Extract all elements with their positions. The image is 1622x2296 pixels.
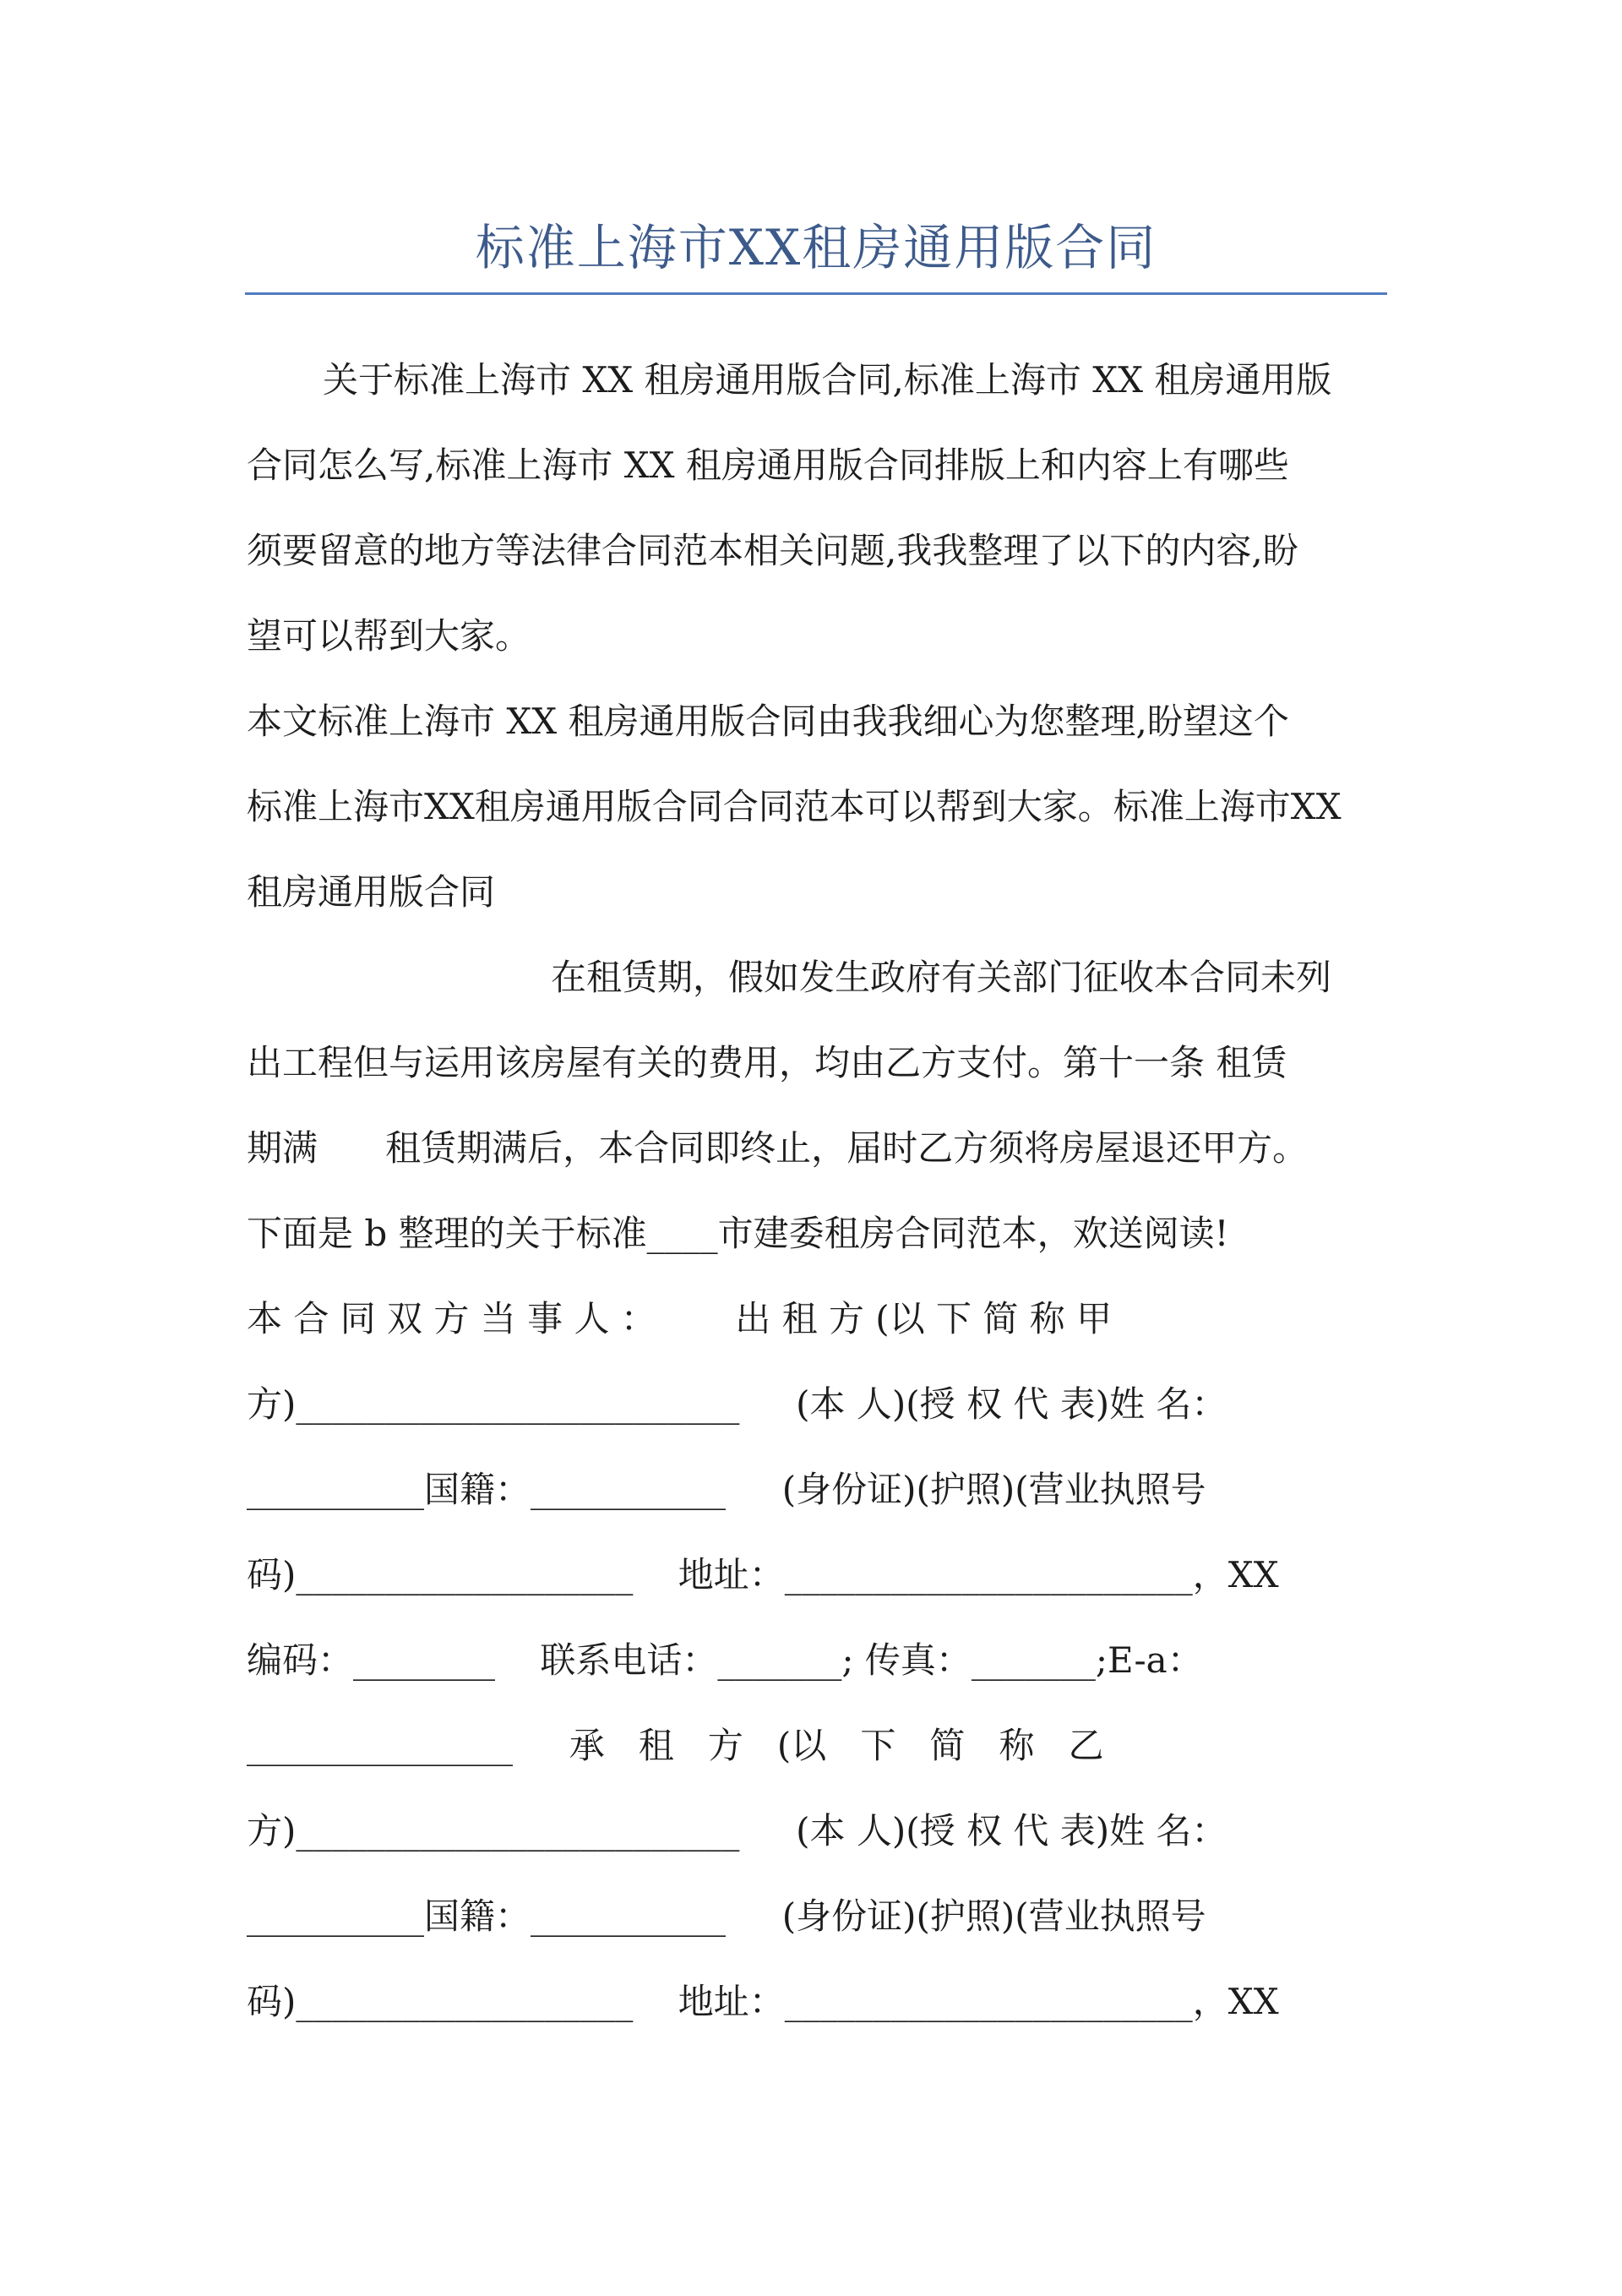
form-line: _______________ 承 租 方 (以 下 简 称 乙 — [247, 1725, 1104, 1766]
form-line: __________国籍：___________ (身份证)(护照)(营业执照号 — [247, 1469, 1206, 1510]
body-line: 标准上海市XX租房通用版合同合同范本可以帮到大家。标准上海市XX — [247, 786, 1342, 827]
form-line: 编码：________ 联系电话：_______; 传真：_______;E-a： — [247, 1639, 1203, 1681]
form-line: 方)_________________________ (本 人)(授 权 代 表)姓 名： — [247, 1383, 1227, 1425]
body-line: 本文标准上海市 XX 租房通用版合同由我我细心为您整理,盼望这个 — [247, 701, 1289, 742]
document-title: 标准上海市XX租房通用版合同 — [475, 219, 1157, 276]
form-line: __________国籍：___________ (身份证)(护照)(营业执照号 — [247, 1895, 1206, 1937]
form-line: 方)_________________________ (本 人)(授 权 代 表)姓 名： — [247, 1810, 1227, 1852]
form-line: 码)___________________ 地址：_______________________，XX — [247, 1981, 1279, 2022]
form-line: 本 合 同 双 方 当 事 人 ： 出 租 方 (以 下 简 称 甲 — [247, 1298, 1113, 1339]
body-line: 望可以帮到大家。 — [247, 615, 531, 657]
body-line: 在租赁期，假如发生政府有关部门征收本合同未列 — [551, 957, 1332, 998]
body-line: 出工程但与运用该房屋有关的费用，均由乙方支付。第十一条 租赁 — [247, 1042, 1287, 1083]
body-line: 关于标准上海市 XX 租房通用版合同,标准上海市 XX 租房通用版 — [323, 359, 1332, 401]
body-line: 下面是 b 整理的关于标准____市建委租房合同范本，欢送阅读! — [247, 1213, 1229, 1254]
body-line: 须要留意的地方等法律合同范本相关问题,我我整理了以下的内容,盼 — [247, 530, 1298, 571]
form-line: 码)___________________ 地址：_______________________，XX — [247, 1554, 1279, 1595]
body-line: 期满 租赁期满后，本合同即终止，届时乙方须将房屋退还甲方。 — [247, 1127, 1309, 1169]
body-line: 合同怎么写,标准上海市 XX 租房通用版合同排版上和内容上有哪些 — [247, 444, 1289, 486]
title-divider — [245, 292, 1387, 295]
body-line: 租房通用版合同 — [247, 871, 496, 913]
